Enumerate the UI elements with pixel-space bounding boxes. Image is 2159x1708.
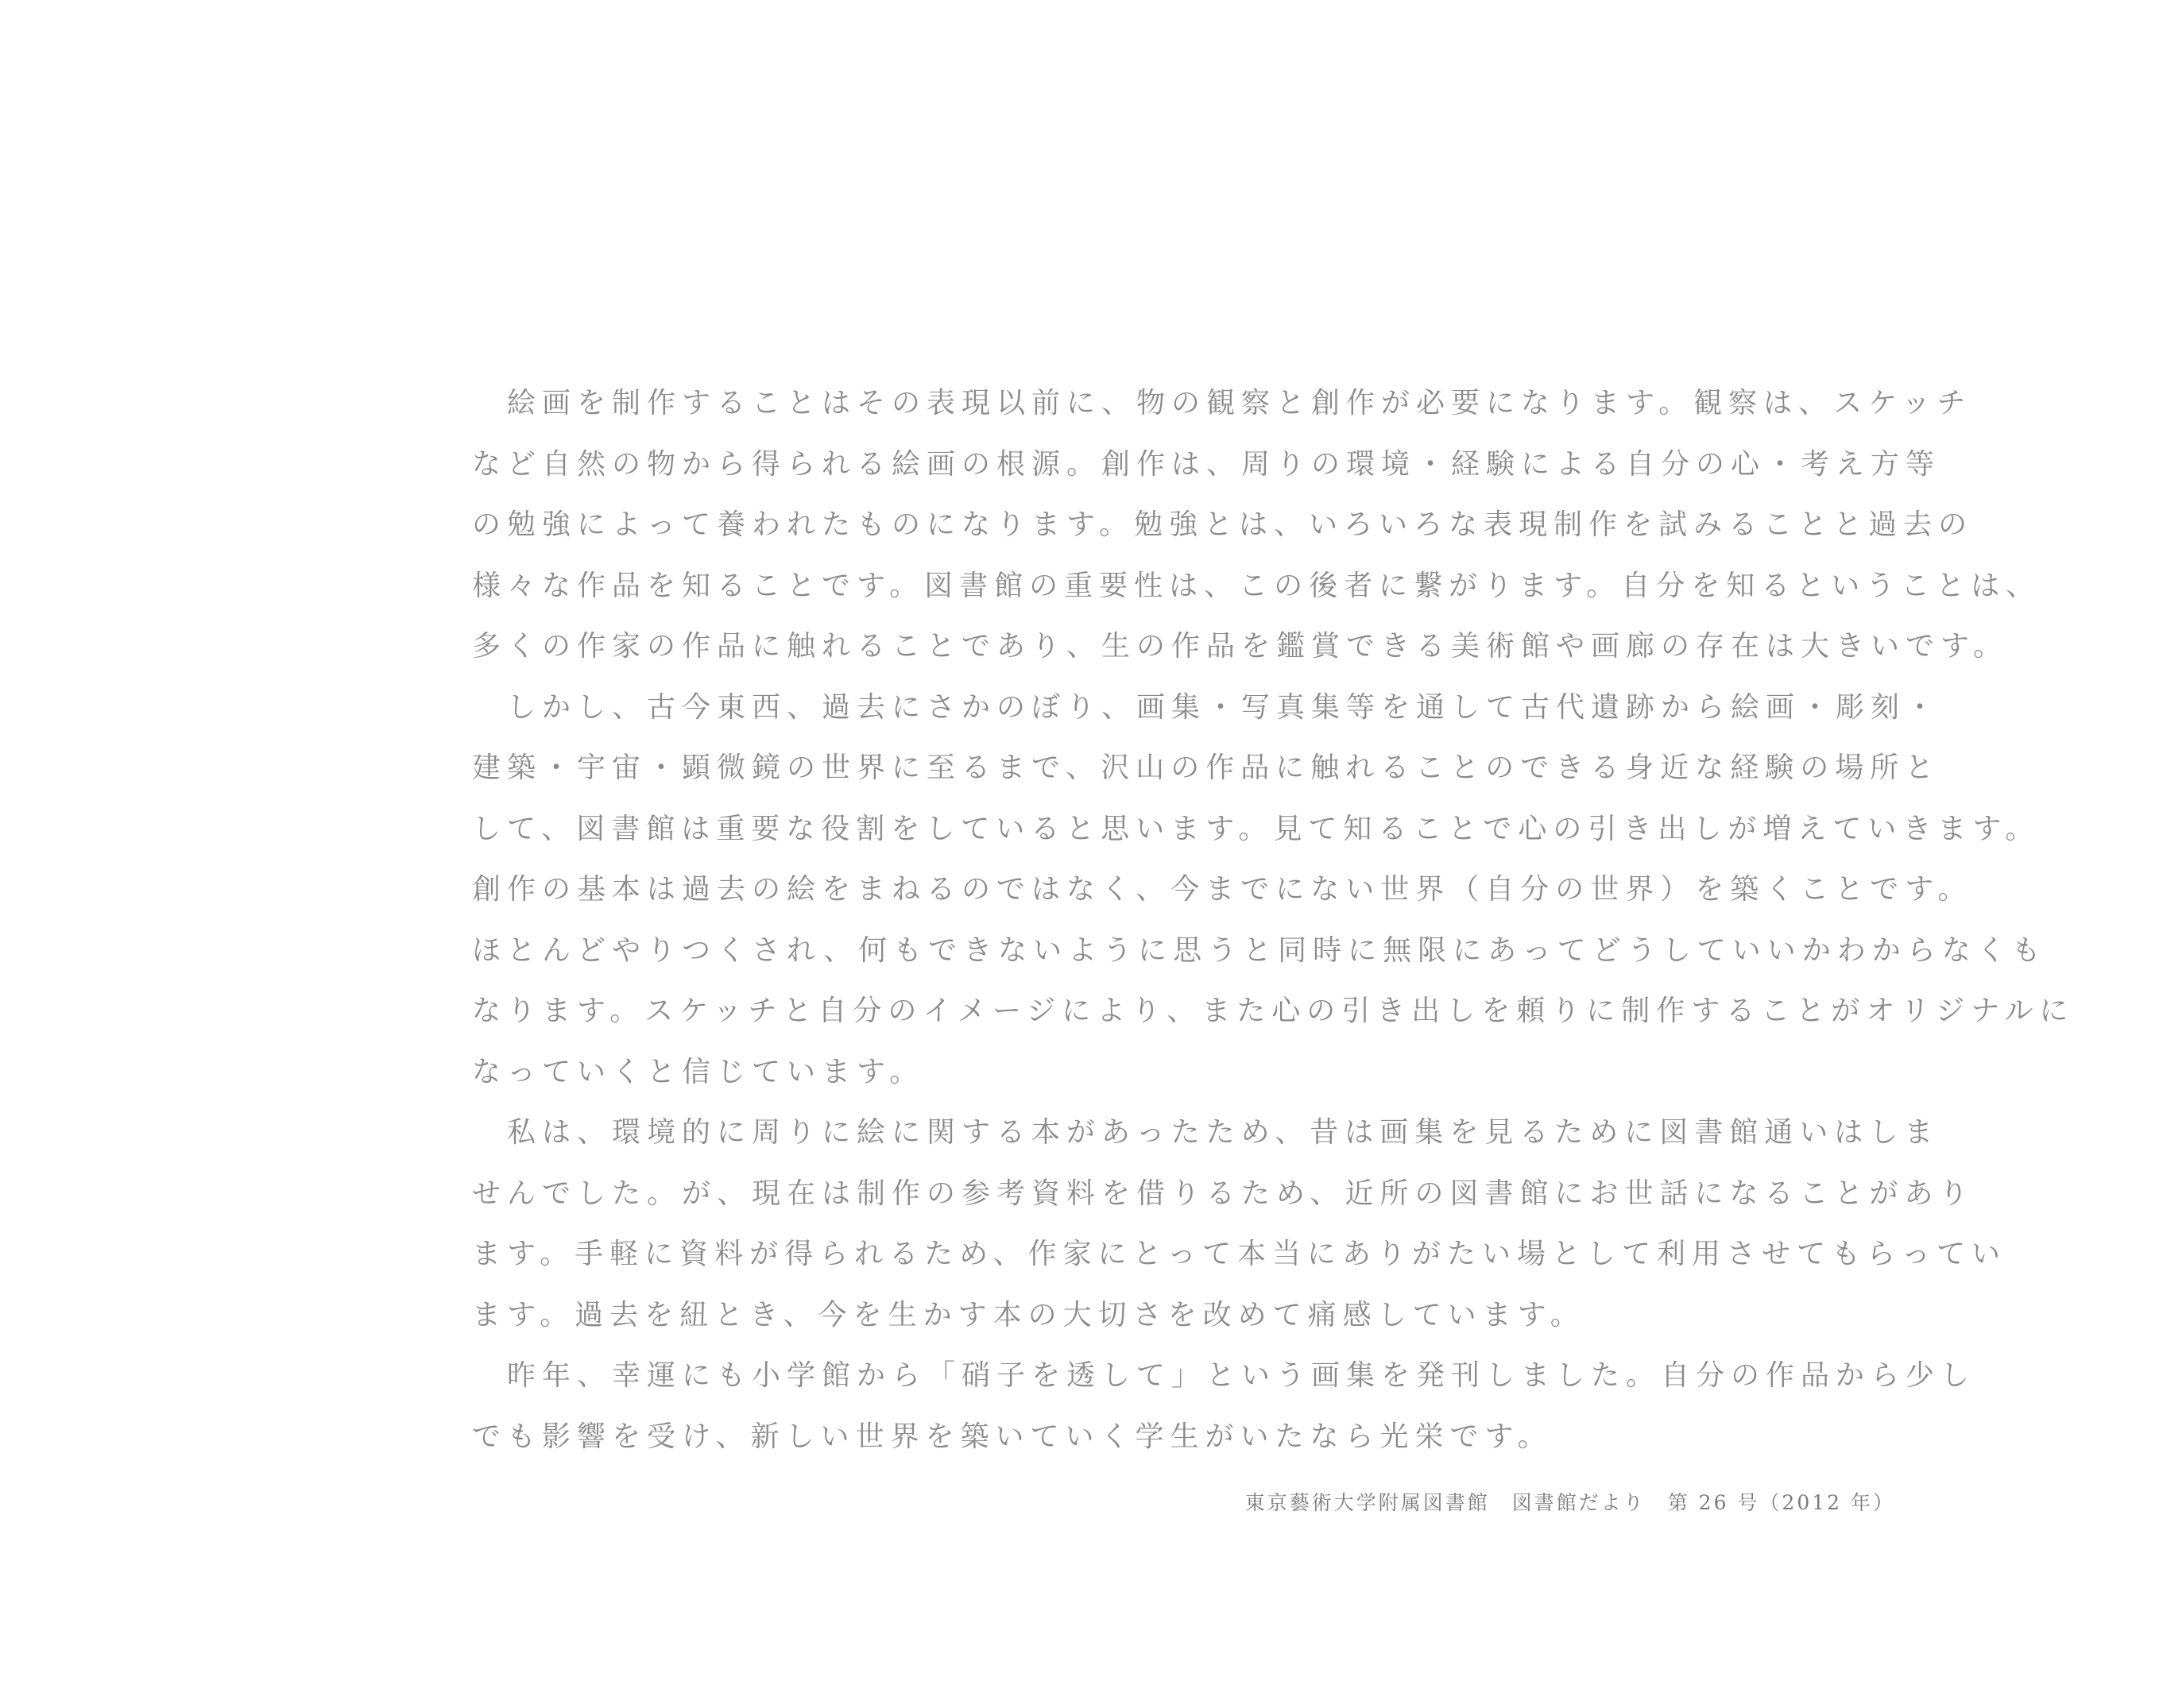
text-line: しかし、古今東西、過去にさかのぼり、画集・写真集等を通して古代遺跡から絵画・彫刻・ xyxy=(472,690,1941,724)
text-line: して、図書館は重要な役割をしていると思います。見て知ることで心の引き出しが増えていきます。 xyxy=(472,812,2041,845)
text-line: ます。過去を紐とき、今を生かす本の大切さを改めて痛感しています。 xyxy=(472,1298,1585,1331)
text-line: ます。手軽に資料が得られるため、作家にとって本当にありがたい場として利用させてもらってい xyxy=(472,1238,2006,1270)
text-line: 私は、環境的に周りに絵に関する本があったため、昔は画集を見るために図書館通いはしま xyxy=(472,1116,1940,1149)
text-line: でも影響を受け、新しい世界を築いていく学生がいたなら光栄です。 xyxy=(472,1420,1553,1453)
text-line: なります。スケッチと自分のイメージにより、また心の引き出しを頼りに制作することがオリジナルに xyxy=(472,995,2075,1027)
text-line: せんでした。が、現在は制作の参考資料を借りるため、近所の図書館にお世話になることがあり xyxy=(472,1177,1975,1210)
text-line: 創作の基本は過去の絵をまねるのではなく、今までにない世界（自分の世界）を築くことです。 xyxy=(472,873,1973,906)
text-line: なっていくと信じています。 xyxy=(472,1055,925,1088)
text-line: ほとんどやりつくされ、何もできないように思うと同時に無限にあってどうしていいかわからなくも xyxy=(472,933,2047,967)
text-line: 建築・宇宙・顕微鏡の世界に至るまで、沢山の作品に触れることのできる身近な経験の場所と xyxy=(472,752,1940,784)
text-line: 多くの作家の作品に触れることであり、生の作品を鑑賞できる美術館や画廊の存在は大きいです。 xyxy=(472,630,2009,663)
text-line: 昨年、幸運にも小学館から「硝子を透して」という画集を発刊しました。自分の作品から少し xyxy=(472,1359,1976,1392)
publication-footer: 東京藝術大学附属図書館 図書館だより 第 26 号（2012 年） xyxy=(1244,1491,1895,1514)
text-line: など自然の物から得られる絵画の根源。創作は、周りの環境・経験による自分の心・考え方等 xyxy=(472,447,1941,481)
text-line: 絵画を制作することはその表現以前に、物の観察と創作が必要になります。観察は、スケッチ xyxy=(472,387,1972,419)
text-line: 様々な作品を知ることです。図書館の重要性は、この後者に繋がります。自分を知るということは、 xyxy=(472,569,2041,602)
essay-body xyxy=(472,373,2075,1467)
text-line: の勉強によって養われたものになります。勉強とは、いろいろな表現制作を試みることと過去の xyxy=(472,508,1974,541)
